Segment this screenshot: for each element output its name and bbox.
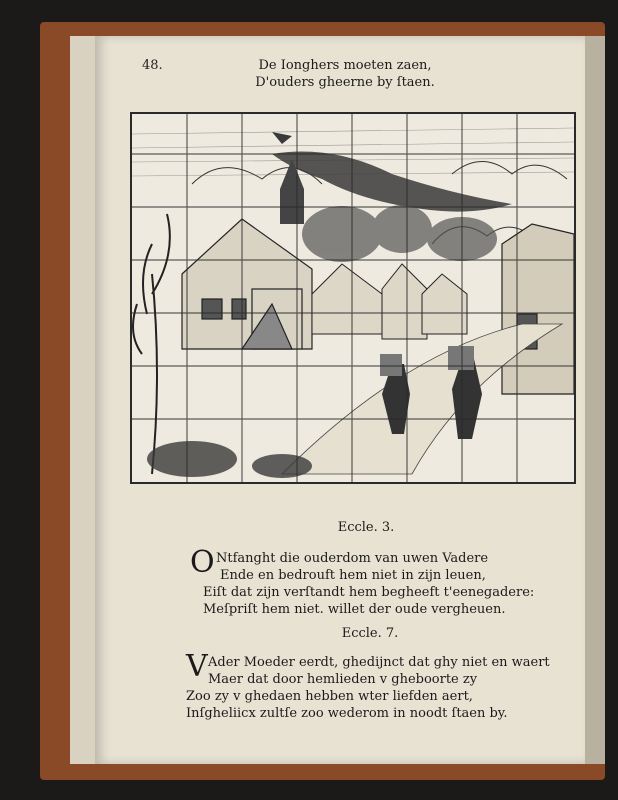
verse-line: Ntfanght die ouderdom van uwen Vadere bbox=[216, 551, 489, 566]
verse-line: Ende en bedrouft hem niet in zijn leuen, bbox=[220, 568, 486, 583]
verse-line: Ader Moeder eerdt, ghedijnct dat ghy niet en waert bbox=[208, 655, 550, 670]
section-1-verse bbox=[216, 550, 488, 567]
section-1-heading: Eccle. 3. bbox=[337, 520, 395, 535]
section-2-verse bbox=[208, 654, 550, 671]
engraving-village-scene-icon bbox=[132, 114, 574, 482]
section-1-verse-cont bbox=[220, 567, 486, 584]
verse-line: Meſpriſt hem niet. willet der oude vergheuen. bbox=[203, 602, 506, 617]
verse-line: Eiſt dat zijn verſtandt hem begheeft t'eenegadere: bbox=[203, 585, 535, 600]
running-head-line-1: De Ionghers moeten zaen, bbox=[258, 58, 432, 73]
section-1-verse-cont-2 bbox=[203, 584, 534, 618]
section-1-dropcap: O bbox=[190, 545, 215, 580]
section-2-dropcap: V bbox=[186, 649, 208, 684]
verse-line: Maer dat door hemlieden v gheboorte zy bbox=[208, 672, 478, 687]
verse-line: Zoo zy v ghedaen hebben wter liefden aert, bbox=[186, 689, 473, 704]
engraving-illustration bbox=[130, 112, 576, 484]
section-2-heading: Eccle. 7. bbox=[341, 626, 399, 641]
section-2-verse-cont bbox=[208, 671, 477, 688]
section-2-verse-cont-2 bbox=[186, 688, 508, 722]
next-page-edge bbox=[585, 36, 605, 764]
running-head bbox=[230, 57, 460, 91]
verse-line: Inſgheliicx zultſe zoo wederom in noodt ſtaen by. bbox=[186, 706, 508, 721]
running-head-line-2: D'ouders gheerne by ſtaen. bbox=[255, 75, 435, 90]
page-number: 48. bbox=[142, 58, 163, 73]
